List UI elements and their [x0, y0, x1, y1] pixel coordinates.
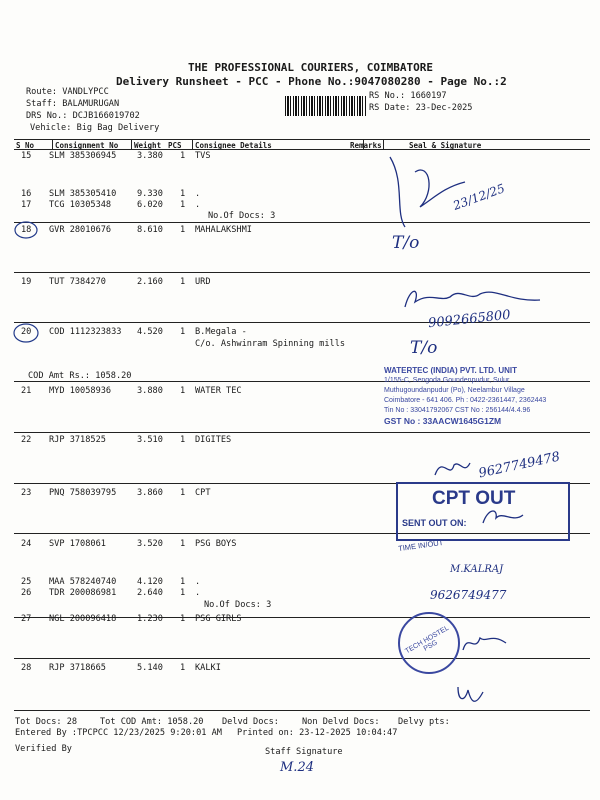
row-pcs: 1: [180, 435, 186, 445]
staff: Staff: BALAMURUGAN: [26, 99, 120, 109]
row-weight: 5.140: [137, 663, 163, 673]
row-consignee: .: [195, 200, 201, 210]
runsheet-subtitle: Delivery Runsheet - PCC - Phone No.:9047080280 - Page No.:2: [116, 75, 507, 88]
row-weight: 2.640: [137, 588, 163, 598]
handwritten-name: M.KALRAJ: [450, 564, 504, 575]
row-consignment: COD 1112323833: [49, 327, 122, 337]
row-weight: 3.520: [137, 539, 163, 549]
signature-mark: [432, 455, 472, 483]
row-consignee: .: [195, 588, 201, 598]
row-consignee: WATER TEC: [195, 386, 242, 396]
row-consignment: TDR 200086981: [49, 588, 117, 598]
row-consignee: TVS: [195, 151, 211, 161]
row-sno: 27: [21, 614, 32, 624]
row-pcs: 1: [180, 225, 186, 235]
row-sno: 28: [21, 663, 32, 673]
row-consignment: RJP 3718665: [49, 663, 106, 673]
row-weight: 1.230: [137, 614, 163, 624]
cod-amount: COD Amt Rs.: 1058.20: [28, 371, 132, 381]
row-consignee: DIGITES: [195, 435, 232, 445]
row-consignee: PSG GIRLS: [195, 614, 242, 624]
row-weight: 9.330: [137, 189, 163, 199]
row-weight: 2.160: [137, 277, 163, 287]
row-pcs: 1: [180, 577, 186, 587]
col-weight: Weight: [134, 141, 162, 150]
row-sno: 20: [21, 327, 32, 337]
col-sno: S No: [16, 141, 35, 150]
row-consignment: SLM 385306945: [49, 151, 117, 161]
signature-mark: [478, 503, 528, 529]
row-pcs: 1: [180, 277, 186, 287]
row-consignment: NGL 200096418: [49, 614, 117, 624]
time-in-out-label: TIME IN/OUT: [397, 537, 444, 554]
circle-mark: [13, 220, 39, 240]
row-pcs: 1: [180, 614, 186, 624]
row-consignment: PNQ 758039795: [49, 488, 117, 498]
row-pcs: 1: [180, 588, 186, 598]
staff-signature-label: Staff Signature: [265, 747, 343, 757]
barcode: [285, 96, 367, 116]
no-of-docs: No.Of Docs: 3: [208, 211, 276, 221]
row-sno: 15: [21, 151, 32, 161]
col-seal: Seal & Signature: [409, 141, 482, 150]
row-consignment: GVR 28010676: [49, 225, 112, 235]
row-sno: 19: [21, 277, 32, 287]
cpt-out-stamp: CPT OUT SENT OUT ON:: [396, 482, 570, 541]
row-consignment: MAA 578240740: [49, 577, 117, 587]
row-pcs: 1: [180, 200, 186, 210]
row-consignment: TCG 10305348: [49, 200, 112, 210]
row-weight: 4.120: [137, 577, 163, 587]
row-sno: 16: [21, 189, 32, 199]
row-consignee: URD: [195, 277, 211, 287]
row-pcs: 1: [180, 539, 186, 549]
signature-mark: [460, 628, 510, 658]
drs-number: DRS No.: DCJB166019702: [26, 111, 140, 121]
rs-date: RS Date: 23-Dec-2025: [369, 103, 473, 113]
row-consignee: MAHALAKSHMI: [195, 225, 252, 235]
handwritten-phone: 9092665800: [427, 307, 512, 332]
row-sno: 22: [21, 435, 32, 445]
row-sno: 25: [21, 577, 32, 587]
company-stamp: WATERTEC (INDIA) PVT. LTD. UNIT 1/155-C, Sengoda Goundenpudur, Sulur Muthugoundanpudur (Po), Neelambur Village Coimbatore - 641 406. Ph : 0422-2361447, 2362443 Tin No : 33041792067 CST No : 256144/4.4.96 GST No : 33AACW1645G1ZM: [384, 366, 547, 426]
row-consignee-line2: C/o. Ashwinram Spinning mills: [195, 339, 346, 349]
row-weight: 3.860: [137, 488, 163, 498]
row-consignee: CPT: [195, 488, 211, 498]
row-consignment: SLM 385305410: [49, 189, 117, 199]
col-consignee: Consignee Details: [195, 141, 272, 150]
row-pcs: 1: [180, 189, 186, 199]
row-sno: 18: [21, 225, 32, 235]
printed-on: Printed on: 23-12-2025 10:04:47: [237, 728, 398, 738]
vehicle: Vehicle: Big Bag Delivery: [30, 123, 160, 133]
no-of-docs: No.Of Docs: 3: [204, 600, 272, 610]
row-pcs: 1: [180, 488, 186, 498]
handwritten-phone: 9626749477: [430, 588, 507, 602]
row-sno: 24: [21, 539, 32, 549]
signature-mark: [400, 282, 550, 312]
row-sno: 26: [21, 588, 32, 598]
delivery-points: Delvy pts:: [398, 717, 450, 727]
total-docs: Tot Docs: 28: [15, 717, 78, 727]
entered-by: Entered By :TPCPCC 12/23/2025 9:20:01 AM: [15, 728, 222, 738]
row-consignment: TUT 7384270: [49, 277, 106, 287]
psg-hostel-stamp: TECH HOSTEL PSG: [398, 612, 460, 674]
route: Route: VANDLYPCC: [26, 87, 109, 97]
row-pcs: 1: [180, 151, 186, 161]
row-weight: 3.510: [137, 435, 163, 445]
row-weight: 6.020: [137, 200, 163, 210]
delivered-docs: Delvd Docs:: [222, 717, 279, 727]
row-consignee: .: [195, 577, 201, 587]
row-pcs: 1: [180, 327, 186, 337]
row-consignee: B.Megala -: [195, 327, 247, 337]
handwritten-to: T/o: [410, 338, 438, 358]
row-weight: 3.380: [137, 151, 163, 161]
row-weight: 4.520: [137, 327, 163, 337]
row-consignee: PSG BOYS: [195, 539, 237, 549]
row-sno: 21: [21, 386, 32, 396]
row-sno: 17: [21, 200, 32, 210]
rs-number: RS No.: 1660197: [369, 91, 447, 101]
staff-signature: M.24: [280, 760, 314, 775]
total-cod: Tot COD Amt: 1058.20: [100, 717, 204, 727]
row-consignment: MYD 10058936: [49, 386, 112, 396]
handwritten-date: 23/12/25: [451, 181, 507, 213]
row-weight: 3.880: [137, 386, 163, 396]
row-pcs: 1: [180, 663, 186, 673]
row-consignment: RJP 3718525: [49, 435, 106, 445]
col-consignment: Consignment No: [55, 141, 119, 150]
row-weight: 8.610: [137, 225, 163, 235]
row-consignee: .: [195, 189, 201, 199]
handwritten-to: T/o: [392, 233, 420, 253]
row-pcs: 1: [180, 386, 186, 396]
verified-by: Verified By: [15, 744, 72, 754]
col-remarks: Remarks: [350, 141, 382, 150]
handwritten-phone: 9627749478: [477, 449, 562, 482]
non-delivered-docs: Non Delvd Docs:: [302, 717, 380, 727]
row-consignee: KALKI: [195, 663, 221, 673]
row-sno: 23: [21, 488, 32, 498]
company-title: THE PROFESSIONAL COURIERS, COIMBATORE: [188, 61, 434, 74]
col-pcs: PCS: [168, 141, 182, 150]
row-consignment: SVP 1708061: [49, 539, 106, 549]
circle-mark: [12, 322, 40, 344]
signature-mark: [453, 682, 488, 710]
